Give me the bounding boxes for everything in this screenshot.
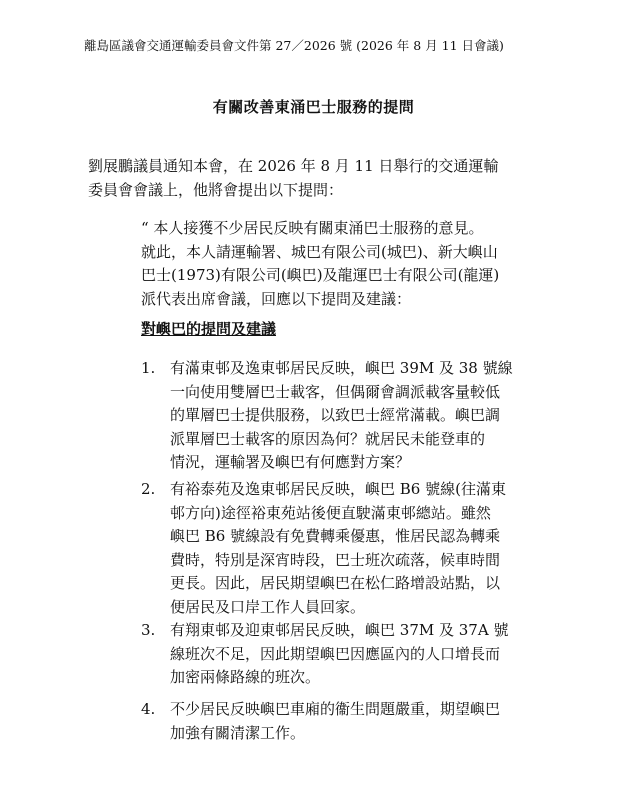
- list-item-line: 情況，運輸署及嶼巴有何應對方案？: [170, 453, 411, 471]
- list-item-line: 有翔東邨及迎東邨居民反映，嶼巴 37M 及 37A 號: [170, 621, 509, 639]
- list-item-number: 4.: [141, 700, 156, 718]
- list-item-number: 3.: [141, 621, 156, 639]
- quote-line: 就此，本人請運輸署、城巴有限公司(城巴)、新大嶼山: [141, 242, 498, 261]
- list-item-line: 加強有關清潔工作。: [170, 723, 306, 742]
- list-item-line: 更長。因此，居民期望嶼巴在松仁路增設站點，以: [170, 574, 501, 592]
- list-item-line: 線班次不足，因此期望嶼巴因應區內的人口增長而: [170, 644, 501, 663]
- section-heading: 對嶼巴的提問及建議: [141, 320, 277, 338]
- list-item-body: [170, 357, 530, 475]
- list-item-body: [170, 478, 530, 619]
- list-item-body: [170, 619, 530, 690]
- list-item-number: 2.: [141, 480, 156, 498]
- list-item-body: [170, 698, 530, 745]
- list-item-line: 一向使用雙層巴士載客，但偶爾會調派載客量較低: [170, 382, 501, 401]
- list-item-line: 費時，特別是深宵時段，巴士班次疏落，候車時間: [170, 550, 501, 569]
- list-item-line: 有滿東邨及逸東邨居民反映，嶼巴 39M 及 38 號線: [170, 359, 513, 377]
- quoted-paragraph: [141, 217, 551, 311]
- list-item-number: 1.: [141, 359, 156, 377]
- list-item-line: 派單層巴士載客的原因為何？就居民未能登車的: [170, 429, 486, 448]
- quote-line: “ 本人接獲不少居民反映有關東涌巴士服務的意見。: [141, 219, 484, 237]
- list-item-line: 邨方向)途徑裕東苑站後便直駛滿東邨總站。雖然: [170, 503, 491, 522]
- intro-line: 劉展鵬議員通知本會，在 2026 年 8 月 11 日舉行的交通運輸: [88, 157, 499, 175]
- list-item-line: 不少居民反映嶼巴車廂的衞生問題嚴重，期望嶼巴: [170, 700, 501, 718]
- intro-line: 委員會會議上，他將會提出以下提問：: [88, 181, 344, 199]
- document-title: 有關改善東涌巴士服務的提問: [212, 98, 415, 116]
- list-item-line: 嶼巴 B6 號線設有免費轉乘優惠，惟居民認為轉乘: [170, 527, 501, 545]
- list-item-line: 便居民及口岸工作人員回家。: [170, 597, 366, 616]
- list-item-line: 加密兩條路線的班次。: [170, 668, 321, 686]
- intro-paragraph: [88, 154, 548, 202]
- list-item-line: 的單層巴士提供服務，以致巴士經常滿載。嶼巴調: [170, 406, 501, 424]
- quote-line: 派代表出席會議，回應以下提問及建議：: [141, 289, 412, 308]
- document-header: 離島區議會交通運輸委員會文件第 27／2026 號 (2026 年 8 月 11 日會議): [84, 38, 504, 53]
- quote-line: 巴士(1973)有限公司(嶼巴)及龍運巴士有限公司(龍運): [141, 266, 500, 284]
- list-item-line: 有裕泰苑及逸東邨居民反映，嶼巴 B6 號線(往滿東: [170, 480, 506, 498]
